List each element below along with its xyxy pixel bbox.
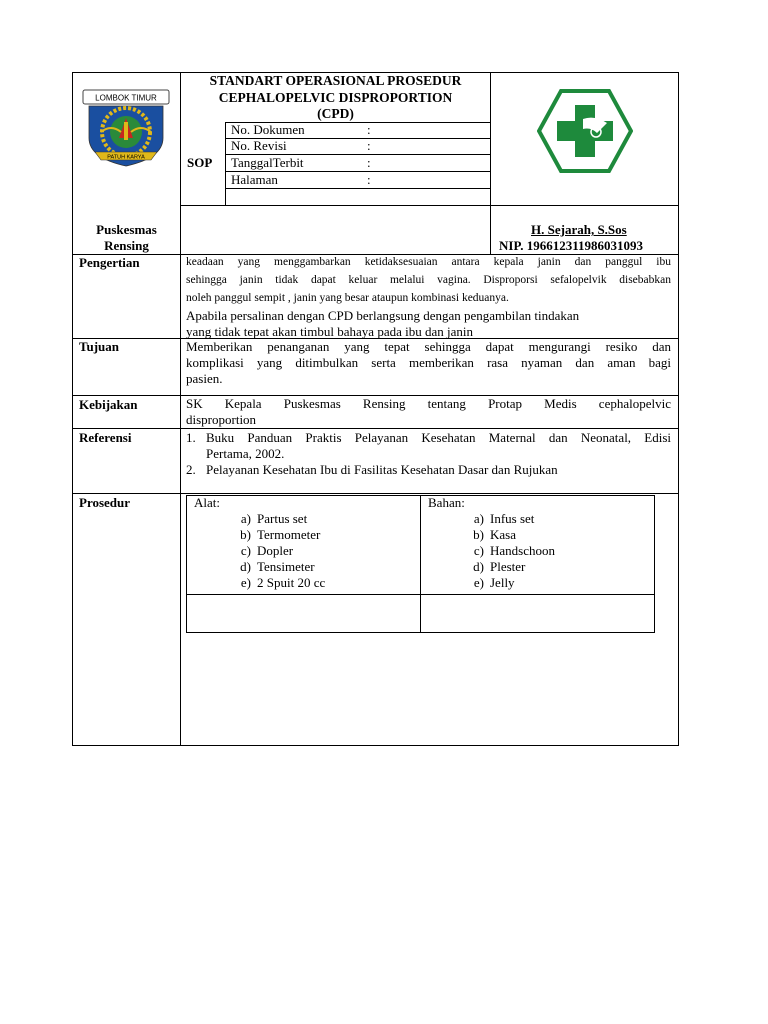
meta-colon: : bbox=[367, 172, 371, 187]
puskesmas-logo bbox=[537, 89, 633, 173]
meta-colon: : bbox=[367, 155, 371, 170]
kebijakan-line: SK Kepala Puskesmas Rensing tentang Protap Medis cephalopelvic bbox=[186, 396, 671, 411]
meta-label-no-revisi: No. Revisi bbox=[231, 138, 287, 153]
section-label-prosedur: Prosedur bbox=[79, 495, 131, 510]
pengertian-text-2 bbox=[186, 308, 671, 340]
title-line-3: (CPD) bbox=[317, 106, 354, 121]
sop-label: SOP bbox=[187, 155, 213, 170]
meta-label-no-dokumen: No. Dokumen bbox=[231, 122, 305, 137]
referensi-item-2 bbox=[186, 462, 671, 478]
kebijakan-text bbox=[186, 396, 671, 428]
emblem-banner-text: LOMBOK TIMUR bbox=[95, 93, 157, 103]
health-cross-icon bbox=[537, 89, 633, 173]
list-item: c) Handschoon bbox=[473, 543, 555, 558]
emblem-ribbon-text: PATUH KARYA bbox=[107, 154, 145, 161]
pengertian-line: keadaan yang menggambarkan ketidaksesuaian antara kepala janin dan panggul ibu bbox=[186, 256, 671, 268]
section-label-tujuan: Tujuan bbox=[79, 339, 119, 354]
alat-title: Alat: bbox=[194, 495, 220, 510]
referensi-item-1 bbox=[186, 430, 671, 462]
signatory-name: H. Sejarah, S.Sos bbox=[531, 222, 627, 237]
bahan-title: Bahan: bbox=[428, 495, 465, 510]
pengertian-text bbox=[186, 253, 671, 307]
list-item: e) Jelly bbox=[473, 575, 515, 590]
pengertian-line: sehingga janin tidak dapat keluar melalui vagina. Disproporsi sefalopelvik disebabkan bbox=[186, 274, 671, 286]
title-line-1: STANDART OPERASIONAL PROSEDUR bbox=[209, 73, 462, 88]
list-item: b) Termometer bbox=[240, 527, 321, 542]
referensi-line: Pertama, 2002. bbox=[206, 446, 285, 461]
list-item: a) Infus set bbox=[473, 511, 535, 526]
list-item: a) Partus set bbox=[240, 511, 308, 526]
tujuan-text bbox=[186, 339, 671, 387]
tujuan-line: Memberikan penanganan yang tepat sehingga dapat mengurangi resiko dan bbox=[186, 339, 671, 354]
kebijakan-line: disproportion bbox=[186, 412, 257, 427]
meta-label-halaman: Halaman bbox=[231, 172, 278, 187]
list-item: b) Kasa bbox=[473, 527, 516, 542]
pengertian-line: Apabila persalinan dengan CPD berlangsung dengan pengambilan tindakan bbox=[186, 308, 580, 323]
emblem-icon bbox=[81, 88, 171, 168]
meta-colon: : bbox=[367, 138, 371, 153]
referensi-num: 2. bbox=[186, 462, 196, 477]
meta-colon: : bbox=[367, 122, 371, 137]
signatory-nip: NIP. 196612311986031093 bbox=[499, 238, 643, 253]
meta-label-tanggal-terbit: TanggalTerbit bbox=[231, 155, 304, 170]
title-line-2: CEPHALOPELVIC DISPROPORTION bbox=[218, 89, 453, 105]
list-item: d) Tensimeter bbox=[240, 559, 315, 574]
section-label-kebijakan: Kebijakan bbox=[79, 397, 138, 412]
referensi-num: 1. bbox=[186, 430, 196, 445]
list-item: c) Dopler bbox=[240, 543, 294, 558]
section-label-pengertian: Pengertian bbox=[79, 255, 140, 270]
document-title bbox=[181, 73, 490, 123]
pengertian-line: noleh panggul sempit , janin yang besar ataupun kombinasi keduanya. bbox=[186, 292, 509, 304]
referensi-line: Pelayanan Kesehatan Ibu di Fasilitas Kesehatan Dasar dan Rujukan bbox=[206, 462, 558, 477]
list-item: e) 2 Spuit 20 cc bbox=[240, 575, 326, 590]
tujuan-line: komplikasi yang ditimbulkan serta memberikan rasa nyaman dan aman bagi bbox=[186, 355, 671, 370]
org-line-1: Puskesmas bbox=[96, 222, 157, 237]
lombok-timur-emblem bbox=[81, 88, 171, 168]
referensi-line: Buku Panduan Praktis Pelayanan Kesehatan Maternal dan Neonatal, Edisi bbox=[206, 430, 671, 445]
org-line-2: Rensing bbox=[104, 238, 149, 253]
tujuan-line: pasien. bbox=[186, 371, 223, 386]
organization-name bbox=[73, 222, 180, 254]
list-item: d) Plester bbox=[473, 559, 526, 574]
section-label-referensi: Referensi bbox=[79, 430, 132, 445]
pengertian-line: yang tidak tepat akan timbul bahaya pada ibu dan janin bbox=[186, 324, 473, 339]
